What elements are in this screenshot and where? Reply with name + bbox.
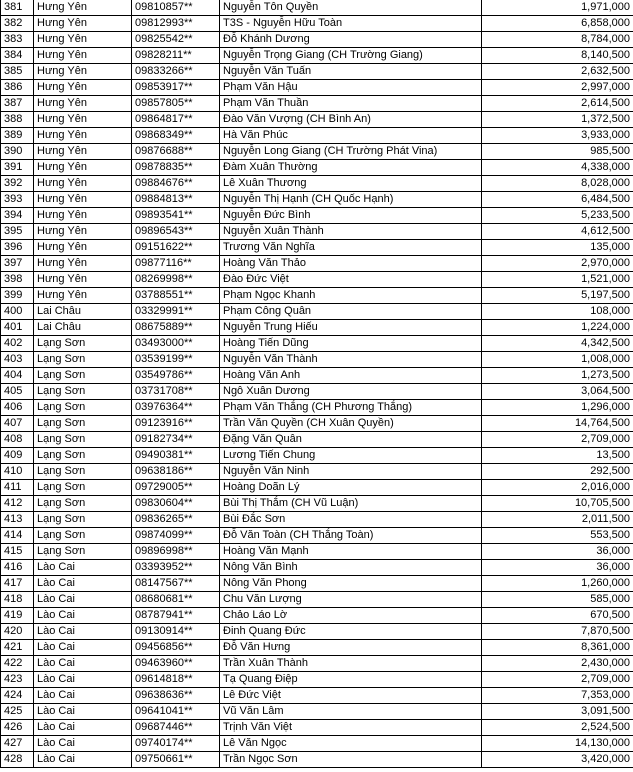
- row-number-cell[interactable]: 381: [1, 0, 34, 16]
- phone-cell[interactable]: 03731708**: [132, 384, 220, 400]
- amount-cell[interactable]: 2,614,500: [482, 96, 633, 112]
- phone-cell[interactable]: 09463960**: [132, 656, 220, 672]
- name-cell[interactable]: Nguyễn Xuân Thành: [220, 224, 482, 240]
- amount-cell[interactable]: 2,430,000: [482, 656, 633, 672]
- table-row: [1, 528, 633, 544]
- province-cell[interactable]: Lào Cai: [34, 592, 132, 608]
- amount-cell[interactable]: 1,971,000: [482, 0, 633, 16]
- row-number-cell[interactable]: 404: [1, 368, 34, 384]
- amount-cell[interactable]: 8,140,500: [482, 48, 633, 64]
- amount-cell[interactable]: 4,342,500: [482, 336, 633, 352]
- province-cell[interactable]: Lạng Sơn: [34, 384, 132, 400]
- name-cell[interactable]: Nguyễn Thị Hạnh (CH Quốc Hạnh): [220, 192, 482, 208]
- name-cell[interactable]: Nguyễn Văn Thành: [220, 352, 482, 368]
- amount-cell[interactable]: 6,484,500: [482, 192, 633, 208]
- row-number-cell[interactable]: 386: [1, 80, 34, 96]
- phone-cell[interactable]: 08147567**: [132, 576, 220, 592]
- row-number-cell[interactable]: 420: [1, 624, 34, 640]
- name-cell[interactable]: Lê Văn Ngọc: [220, 736, 482, 752]
- province-cell[interactable]: Lào Cai: [34, 608, 132, 624]
- province-cell[interactable]: Lào Cai: [34, 736, 132, 752]
- row-number-cell[interactable]: 406: [1, 400, 34, 416]
- province-cell[interactable]: Lạng Sơn: [34, 448, 132, 464]
- phone-cell[interactable]: 03539199**: [132, 352, 220, 368]
- phone-cell[interactable]: 09884813**: [132, 192, 220, 208]
- table-row: [1, 208, 633, 224]
- table-row: [1, 704, 633, 720]
- row-number-cell[interactable]: 393: [1, 192, 34, 208]
- amount-cell[interactable]: 1,273,500: [482, 368, 633, 384]
- row-number-cell[interactable]: 402: [1, 336, 34, 352]
- row-number-cell[interactable]: 388: [1, 112, 34, 128]
- row-number-cell[interactable]: 383: [1, 32, 34, 48]
- table-row: [1, 672, 633, 688]
- name-cell[interactable]: Nguyễn Trọng Giang (CH Trường Giang): [220, 48, 482, 64]
- table-row: [1, 432, 633, 448]
- name-cell[interactable]: Hoàng Tiến Dũng: [220, 336, 482, 352]
- table-row: [1, 16, 633, 32]
- row-number-cell[interactable]: 412: [1, 496, 34, 512]
- amount-cell[interactable]: 670,500: [482, 608, 633, 624]
- phone-cell[interactable]: 09490381**: [132, 448, 220, 464]
- table-row: [1, 416, 633, 432]
- row-number-cell[interactable]: 395: [1, 224, 34, 240]
- row-number-cell[interactable]: 421: [1, 640, 34, 656]
- province-cell[interactable]: Lào Cai: [34, 624, 132, 640]
- province-cell[interactable]: Lạng Sơn: [34, 544, 132, 560]
- row-number-cell[interactable]: 396: [1, 240, 34, 256]
- name-cell[interactable]: Đặng Văn Quân: [220, 432, 482, 448]
- row-number-cell[interactable]: 405: [1, 384, 34, 400]
- name-cell[interactable]: Trần Xuân Thành: [220, 656, 482, 672]
- name-cell[interactable]: Nguyễn Long Giang (CH Trường Phát Vina): [220, 144, 482, 160]
- province-cell[interactable]: Hưng Yên: [34, 208, 132, 224]
- table-row: [1, 688, 633, 704]
- row-number-cell[interactable]: 425: [1, 704, 34, 720]
- table-body: [1, 0, 633, 768]
- table-row: [1, 544, 633, 560]
- amount-cell[interactable]: 1,260,000: [482, 576, 633, 592]
- province-cell[interactable]: Lạng Sơn: [34, 336, 132, 352]
- amount-cell[interactable]: 14,764,500: [482, 416, 633, 432]
- phone-cell[interactable]: 03329991**: [132, 304, 220, 320]
- table-row: [1, 352, 633, 368]
- amount-cell[interactable]: 1,296,000: [482, 400, 633, 416]
- phone-cell[interactable]: 09729005**: [132, 480, 220, 496]
- province-cell[interactable]: Lạng Sơn: [34, 528, 132, 544]
- name-cell[interactable]: Phạm Văn Thắng (CH Phương Thắng): [220, 400, 482, 416]
- name-cell[interactable]: Đỗ Văn Toàn (CH Thắng Toàn): [220, 528, 482, 544]
- province-cell[interactable]: Hưng Yên: [34, 16, 132, 32]
- province-cell[interactable]: Hưng Yên: [34, 64, 132, 80]
- amount-cell[interactable]: 36,000: [482, 544, 633, 560]
- phone-cell[interactable]: 08675889**: [132, 320, 220, 336]
- row-number-cell[interactable]: 410: [1, 464, 34, 480]
- phone-cell[interactable]: 08680681**: [132, 592, 220, 608]
- row-number-cell[interactable]: 398: [1, 272, 34, 288]
- name-cell[interactable]: Trần Ngọc Sơn: [220, 752, 482, 768]
- name-cell[interactable]: Đinh Quang Đức: [220, 624, 482, 640]
- phone-cell[interactable]: 09874099**: [132, 528, 220, 544]
- row-number-cell[interactable]: 389: [1, 128, 34, 144]
- province-cell[interactable]: Hưng Yên: [34, 224, 132, 240]
- province-cell[interactable]: Lào Cai: [34, 688, 132, 704]
- name-cell[interactable]: Nguyễn Tôn Quyền: [220, 0, 482, 16]
- amount-cell[interactable]: 1,521,000: [482, 272, 633, 288]
- phone-cell[interactable]: 09876688**: [132, 144, 220, 160]
- phone-cell[interactable]: 09825542**: [132, 32, 220, 48]
- row-number-cell[interactable]: 408: [1, 432, 34, 448]
- table-row: [1, 320, 633, 336]
- table-row: [1, 128, 633, 144]
- phone-cell[interactable]: 09896543**: [132, 224, 220, 240]
- row-number-cell[interactable]: 423: [1, 672, 34, 688]
- row-number-cell[interactable]: 409: [1, 448, 34, 464]
- name-cell[interactable]: T3S - Nguyễn Hữu Toàn: [220, 16, 482, 32]
- name-cell[interactable]: Đào Đức Việt: [220, 272, 482, 288]
- name-cell[interactable]: Bùi Đắc Sơn: [220, 512, 482, 528]
- amount-cell[interactable]: 108,000: [482, 304, 633, 320]
- name-cell[interactable]: Nguyễn Văn Ninh: [220, 464, 482, 480]
- phone-cell[interactable]: 09893541**: [132, 208, 220, 224]
- row-number-cell[interactable]: 394: [1, 208, 34, 224]
- table-row: [1, 32, 633, 48]
- phone-cell[interactable]: 09614818**: [132, 672, 220, 688]
- province-cell[interactable]: Hưng Yên: [34, 240, 132, 256]
- table-row: [1, 400, 633, 416]
- table-row: [1, 368, 633, 384]
- table-row: [1, 224, 633, 240]
- province-cell[interactable]: Lạng Sơn: [34, 432, 132, 448]
- phone-cell[interactable]: 09130914**: [132, 624, 220, 640]
- province-cell[interactable]: Lào Cai: [34, 704, 132, 720]
- amount-cell[interactable]: 8,028,000: [482, 176, 633, 192]
- phone-cell[interactable]: 09877116**: [132, 256, 220, 272]
- name-cell[interactable]: Ngô Xuân Dương: [220, 384, 482, 400]
- phone-cell[interactable]: 09740174**: [132, 736, 220, 752]
- name-cell[interactable]: Lê Đức Việt: [220, 688, 482, 704]
- amount-cell[interactable]: 7,353,000: [482, 688, 633, 704]
- name-cell[interactable]: Phạm Ngọc Khanh: [220, 288, 482, 304]
- phone-cell[interactable]: 09830604**: [132, 496, 220, 512]
- amount-cell[interactable]: 36,000: [482, 560, 633, 576]
- phone-cell[interactable]: 09641041**: [132, 704, 220, 720]
- province-cell[interactable]: Hưng Yên: [34, 256, 132, 272]
- name-cell[interactable]: Đào Văn Vượng (CH Bình An): [220, 112, 482, 128]
- amount-cell[interactable]: 13,500: [482, 448, 633, 464]
- table-row: [1, 272, 633, 288]
- amount-cell[interactable]: 2,997,000: [482, 80, 633, 96]
- table-row: [1, 720, 633, 736]
- amount-cell[interactable]: 2,632,500: [482, 64, 633, 80]
- table-row: [1, 576, 633, 592]
- province-cell[interactable]: Hưng Yên: [34, 32, 132, 48]
- province-cell[interactable]: Hưng Yên: [34, 96, 132, 112]
- name-cell[interactable]: Nguyễn Trung Hiếu: [220, 320, 482, 336]
- amount-cell[interactable]: 1,372,500: [482, 112, 633, 128]
- phone-cell[interactable]: 09868349**: [132, 128, 220, 144]
- row-number-cell[interactable]: 390: [1, 144, 34, 160]
- table-row: [1, 192, 633, 208]
- table-row: [1, 592, 633, 608]
- phone-cell[interactable]: 09833266**: [132, 64, 220, 80]
- phone-cell[interactable]: 09123916**: [132, 416, 220, 432]
- name-cell[interactable]: Nguyễn Văn Tuấn: [220, 64, 482, 80]
- amount-cell[interactable]: 3,933,000: [482, 128, 633, 144]
- row-number-cell[interactable]: 418: [1, 592, 34, 608]
- row-number-cell[interactable]: 414: [1, 528, 34, 544]
- row-number-cell[interactable]: 382: [1, 16, 34, 32]
- phone-cell[interactable]: 09687446**: [132, 720, 220, 736]
- province-cell[interactable]: Lạng Sơn: [34, 464, 132, 480]
- row-number-cell[interactable]: 403: [1, 352, 34, 368]
- phone-cell[interactable]: 09638636**: [132, 688, 220, 704]
- table-row: [1, 736, 633, 752]
- amount-cell[interactable]: 4,612,500: [482, 224, 633, 240]
- name-cell[interactable]: Nông Văn Bình: [220, 560, 482, 576]
- phone-cell[interactable]: 03976364**: [132, 400, 220, 416]
- amount-cell[interactable]: 5,233,500: [482, 208, 633, 224]
- amount-cell[interactable]: 8,784,000: [482, 32, 633, 48]
- amount-cell[interactable]: 5,197,500: [482, 288, 633, 304]
- amount-cell[interactable]: 2,524,500: [482, 720, 633, 736]
- amount-cell[interactable]: 3,091,500: [482, 704, 633, 720]
- row-number-cell[interactable]: 399: [1, 288, 34, 304]
- phone-cell[interactable]: 03549786**: [132, 368, 220, 384]
- name-cell[interactable]: Lương Tiến Chung: [220, 448, 482, 464]
- amount-cell[interactable]: 4,338,000: [482, 160, 633, 176]
- phone-cell[interactable]: 09182734**: [132, 432, 220, 448]
- row-number-cell[interactable]: 391: [1, 160, 34, 176]
- name-cell[interactable]: Hoàng Văn Thảo: [220, 256, 482, 272]
- table-row: [1, 448, 633, 464]
- province-cell[interactable]: Lào Cai: [34, 560, 132, 576]
- phone-cell[interactable]: 09853917**: [132, 80, 220, 96]
- amount-cell[interactable]: 2,709,000: [482, 432, 633, 448]
- name-cell[interactable]: Phạm Văn Hậu: [220, 80, 482, 96]
- province-cell[interactable]: Hưng Yên: [34, 48, 132, 64]
- province-cell[interactable]: Hưng Yên: [34, 160, 132, 176]
- table-row: [1, 512, 633, 528]
- province-cell[interactable]: Lào Cai: [34, 656, 132, 672]
- name-cell[interactable]: Phạm Công Quân: [220, 304, 482, 320]
- row-number-cell[interactable]: 424: [1, 688, 34, 704]
- phone-cell[interactable]: 03788551**: [132, 288, 220, 304]
- table-row: [1, 560, 633, 576]
- table-row: [1, 384, 633, 400]
- province-cell[interactable]: Lạng Sơn: [34, 416, 132, 432]
- name-cell[interactable]: Trương Văn Nghĩa: [220, 240, 482, 256]
- table-row: [1, 608, 633, 624]
- amount-cell[interactable]: 1,008,000: [482, 352, 633, 368]
- amount-cell[interactable]: 2,709,000: [482, 672, 633, 688]
- row-number-cell[interactable]: 384: [1, 48, 34, 64]
- row-number-cell[interactable]: 411: [1, 480, 34, 496]
- phone-cell[interactable]: 09810857**: [132, 0, 220, 16]
- phone-cell[interactable]: 09828211**: [132, 48, 220, 64]
- phone-cell[interactable]: 09896998**: [132, 544, 220, 560]
- table-row: [1, 160, 633, 176]
- table-row: [1, 144, 633, 160]
- name-cell[interactable]: Chu Văn Lượng: [220, 592, 482, 608]
- row-number-cell[interactable]: 422: [1, 656, 34, 672]
- amount-cell[interactable]: 7,870,500: [482, 624, 633, 640]
- province-cell[interactable]: Lạng Sơn: [34, 352, 132, 368]
- phone-cell[interactable]: 09151622**: [132, 240, 220, 256]
- phone-cell[interactable]: 08787941**: [132, 608, 220, 624]
- table-row: [1, 288, 633, 304]
- row-number-cell[interactable]: 387: [1, 96, 34, 112]
- amount-cell[interactable]: 6,858,000: [482, 16, 633, 32]
- amount-cell[interactable]: 3,064,500: [482, 384, 633, 400]
- table-row: [1, 112, 633, 128]
- row-number-cell[interactable]: 428: [1, 752, 34, 768]
- province-cell[interactable]: Hưng Yên: [34, 144, 132, 160]
- row-number-cell[interactable]: 400: [1, 304, 34, 320]
- province-cell[interactable]: Lạng Sơn: [34, 496, 132, 512]
- row-number-cell[interactable]: 416: [1, 560, 34, 576]
- table-row: [1, 304, 633, 320]
- province-cell[interactable]: Hưng Yên: [34, 0, 132, 16]
- amount-cell[interactable]: 135,000: [482, 240, 633, 256]
- row-number-cell[interactable]: 419: [1, 608, 34, 624]
- table-row: [1, 336, 633, 352]
- name-cell[interactable]: Lê Xuân Thương: [220, 176, 482, 192]
- name-cell[interactable]: Đỗ Văn Hưng: [220, 640, 482, 656]
- name-cell[interactable]: Chảo Láo Lờ: [220, 608, 482, 624]
- row-number-cell[interactable]: 417: [1, 576, 34, 592]
- province-cell[interactable]: Lào Cai: [34, 640, 132, 656]
- phone-cell[interactable]: 09812993**: [132, 16, 220, 32]
- province-cell[interactable]: Hưng Yên: [34, 288, 132, 304]
- table-row: [1, 464, 633, 480]
- name-cell[interactable]: Hoàng Doãn Lý: [220, 480, 482, 496]
- province-cell[interactable]: Lào Cai: [34, 672, 132, 688]
- table-row: [1, 80, 633, 96]
- table-row: [1, 240, 633, 256]
- row-number-cell[interactable]: 392: [1, 176, 34, 192]
- row-number-cell[interactable]: 407: [1, 416, 34, 432]
- province-cell[interactable]: Lào Cai: [34, 752, 132, 768]
- row-number-cell[interactable]: 385: [1, 64, 34, 80]
- name-cell[interactable]: Trần Văn Quyền (CH Xuân Quyền): [220, 416, 482, 432]
- amount-cell[interactable]: 8,361,000: [482, 640, 633, 656]
- row-number-cell[interactable]: 397: [1, 256, 34, 272]
- name-cell[interactable]: Đỗ Khánh Dương: [220, 32, 482, 48]
- phone-cell[interactable]: 09456856**: [132, 640, 220, 656]
- phone-cell[interactable]: 08269998**: [132, 272, 220, 288]
- phone-cell[interactable]: 03493000**: [132, 336, 220, 352]
- row-number-cell[interactable]: 426: [1, 720, 34, 736]
- phone-cell[interactable]: 09750661**: [132, 752, 220, 768]
- province-cell[interactable]: Lạng Sơn: [34, 512, 132, 528]
- table-row: [1, 496, 633, 512]
- row-number-cell[interactable]: 413: [1, 512, 34, 528]
- table-row: [1, 752, 633, 768]
- phone-cell[interactable]: 09836265**: [132, 512, 220, 528]
- amount-cell[interactable]: 3,420,000: [482, 752, 633, 768]
- province-cell[interactable]: Hưng Yên: [34, 112, 132, 128]
- table-row: [1, 96, 633, 112]
- province-cell[interactable]: Lạng Sơn: [34, 368, 132, 384]
- amount-cell[interactable]: 2,016,000: [482, 480, 633, 496]
- province-cell[interactable]: Lào Cai: [34, 576, 132, 592]
- table-row: [1, 48, 633, 64]
- amount-cell[interactable]: 292,500: [482, 464, 633, 480]
- province-cell[interactable]: Lạng Sơn: [34, 400, 132, 416]
- row-number-cell[interactable]: 401: [1, 320, 34, 336]
- table-row: [1, 656, 633, 672]
- name-cell[interactable]: Nguyễn Đức Bình: [220, 208, 482, 224]
- table-row: [1, 64, 633, 80]
- row-number-cell[interactable]: 427: [1, 736, 34, 752]
- table-row: [1, 0, 633, 16]
- phone-cell[interactable]: 09864817**: [132, 112, 220, 128]
- phone-cell[interactable]: 03393952**: [132, 560, 220, 576]
- province-cell[interactable]: Hưng Yên: [34, 192, 132, 208]
- amount-cell[interactable]: 585,000: [482, 592, 633, 608]
- table-row: [1, 480, 633, 496]
- amount-cell[interactable]: 2,970,000: [482, 256, 633, 272]
- amount-cell[interactable]: 10,705,500: [482, 496, 633, 512]
- table-row: [1, 640, 633, 656]
- phone-cell[interactable]: 09878835**: [132, 160, 220, 176]
- row-number-cell[interactable]: 415: [1, 544, 34, 560]
- name-cell[interactable]: Hà Văn Phúc: [220, 128, 482, 144]
- phone-cell[interactable]: 09638186**: [132, 464, 220, 480]
- name-cell[interactable]: Tạ Quang Điệp: [220, 672, 482, 688]
- table-row: [1, 624, 633, 640]
- phone-cell[interactable]: 09857805**: [132, 96, 220, 112]
- table-row: [1, 256, 633, 272]
- amount-cell[interactable]: 985,500: [482, 144, 633, 160]
- name-cell[interactable]: Bùi Thị Thắm (CH Vũ Luận): [220, 496, 482, 512]
- province-cell[interactable]: Lào Cai: [34, 720, 132, 736]
- table-row: [1, 176, 633, 192]
- province-cell[interactable]: Hưng Yên: [34, 128, 132, 144]
- name-cell[interactable]: Phạm Văn Thuần: [220, 96, 482, 112]
- name-cell[interactable]: Vũ Văn Lâm: [220, 704, 482, 720]
- name-cell[interactable]: Hoàng Văn Mạnh: [220, 544, 482, 560]
- province-cell[interactable]: Hưng Yên: [34, 176, 132, 192]
- province-cell[interactable]: Hưng Yên: [34, 80, 132, 96]
- name-cell[interactable]: Đàm Xuân Thường: [220, 160, 482, 176]
- name-cell[interactable]: Nông Văn Phong: [220, 576, 482, 592]
- name-cell[interactable]: Trịnh Văn Việt: [220, 720, 482, 736]
- phone-cell[interactable]: 09884676**: [132, 176, 220, 192]
- amount-cell[interactable]: 2,011,500: [482, 512, 633, 528]
- province-cell[interactable]: Hưng Yên: [34, 272, 132, 288]
- amount-cell[interactable]: 14,130,000: [482, 736, 633, 752]
- amount-cell[interactable]: 553,500: [482, 528, 633, 544]
- province-cell[interactable]: Lai Châu: [34, 320, 132, 336]
- name-cell[interactable]: Hoàng Văn Anh: [220, 368, 482, 384]
- province-cell[interactable]: Lai Châu: [34, 304, 132, 320]
- amount-cell[interactable]: 1,224,000: [482, 320, 633, 336]
- province-cell[interactable]: Lạng Sơn: [34, 480, 132, 496]
